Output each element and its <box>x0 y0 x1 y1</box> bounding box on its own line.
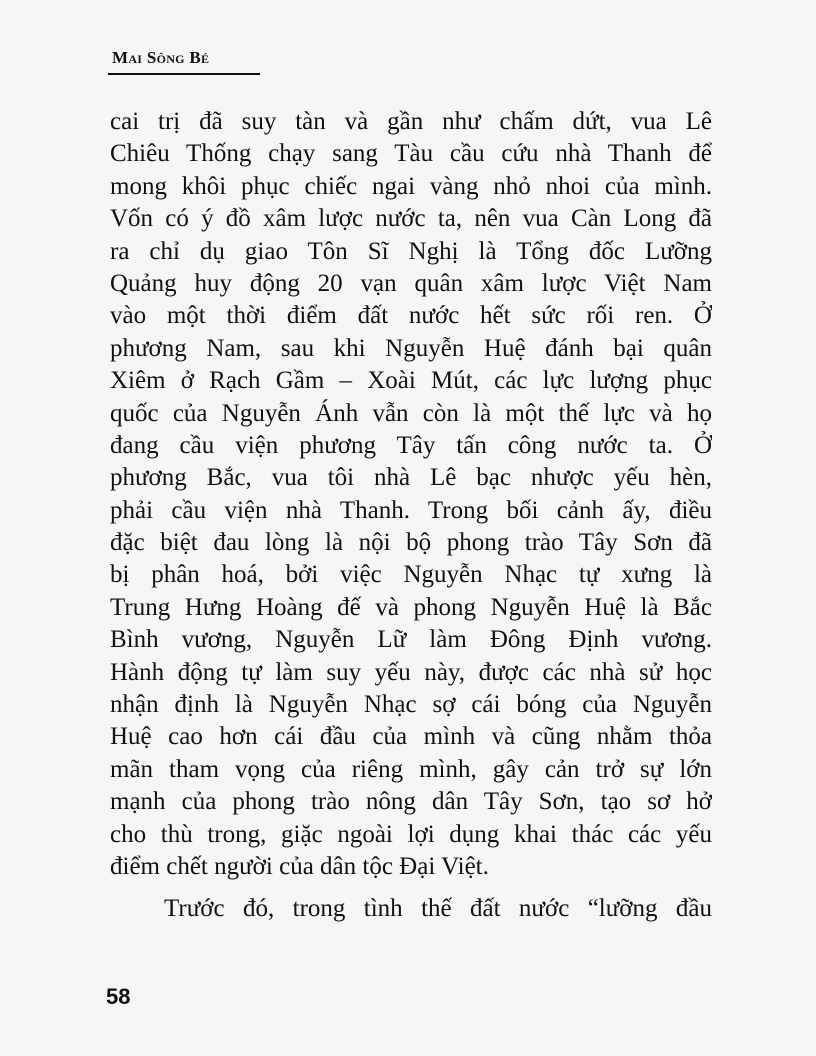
text-line: Bình vương, Nguyễn Lữ làm Đông Định vương. <box>110 626 712 654</box>
text-line: cho thù trong, giặc ngoài lợi dụng khai thác các yếu <box>110 820 712 848</box>
text-line: nhận định là Nguyễn Nhạc sợ cái bóng của Nguyễn <box>110 691 712 719</box>
paragraph <box>110 893 712 925</box>
text-line: phương Bắc, vua tôi nhà Lê bạc nhược yếu hèn, <box>110 464 712 492</box>
text-line: đặc biệt đau lòng là nội bộ phong trào Tây Sơn đã <box>110 529 712 557</box>
paragraph <box>110 106 712 883</box>
text-line: mạnh của phong trào nông dân Tây Sơn, tạo sơ hở <box>110 788 712 816</box>
body-text <box>110 106 712 926</box>
text-line: Chiêu Thống chạy sang Tàu cầu cứu nhà Thanh để <box>110 140 712 168</box>
text-line: Quảng huy động 20 vạn quân xâm lược Việt Nam <box>110 269 712 297</box>
text-line: Huệ cao hơn cái đầu của mình và cũng nhằm thỏa <box>110 723 712 751</box>
text-line: đang cầu viện phương Tây tấn công nước ta. Ở <box>110 431 712 459</box>
running-header: Mai Sông Bé <box>112 48 210 67</box>
text-line: phương Nam, sau khi Nguyễn Huệ đánh bại quân <box>110 334 712 362</box>
text-line: vào một thời điểm đất nước hết sức rối ren. Ở <box>110 302 712 330</box>
text-line: bị phân hoá, bởi việc Nguyễn Nhạc tự xưng là <box>110 561 712 589</box>
text-line: Trước đó, trong tình thế đất nước “lưỡng đầu <box>164 895 712 923</box>
page-number: 58 <box>106 984 131 1009</box>
text-line: Trung Hưng Hoàng đế và phong Nguyễn Huệ là Bắc <box>110 593 712 621</box>
text-line: quốc của Nguyễn Ánh vẫn còn là một thế lực và họ <box>110 399 712 427</box>
text-line: Vốn có ý đồ xâm lược nước ta, nên vua Càn Long đã <box>110 205 712 233</box>
text-line: mãn tham vọng của riêng mình, gây cản trở sự lớn <box>110 755 712 783</box>
text-line: cai trị đã suy tàn và gần như chấm dứt, vua Lê <box>110 108 712 135</box>
text-line: điểm chết người của dân tộc Đại Việt. <box>110 852 489 880</box>
header-rule <box>108 73 260 75</box>
text-line: phải cầu viện nhà Thanh. Trong bối cảnh ấy, điều <box>110 496 712 524</box>
text-line: mong khôi phục chiếc ngai vàng nhỏ nhoi của mình. <box>110 172 712 200</box>
text-line: ra chỉ dụ giao Tôn Sĩ Nghị là Tổng đốc Lưỡng <box>110 237 712 265</box>
text-line: Hành động tự làm suy yếu này, được các nhà sử học <box>110 658 712 686</box>
paragraph-gap <box>110 883 712 893</box>
text-line: Xiêm ở Rạch Gầm – Xoài Mút, các lực lượng phục <box>110 367 712 395</box>
